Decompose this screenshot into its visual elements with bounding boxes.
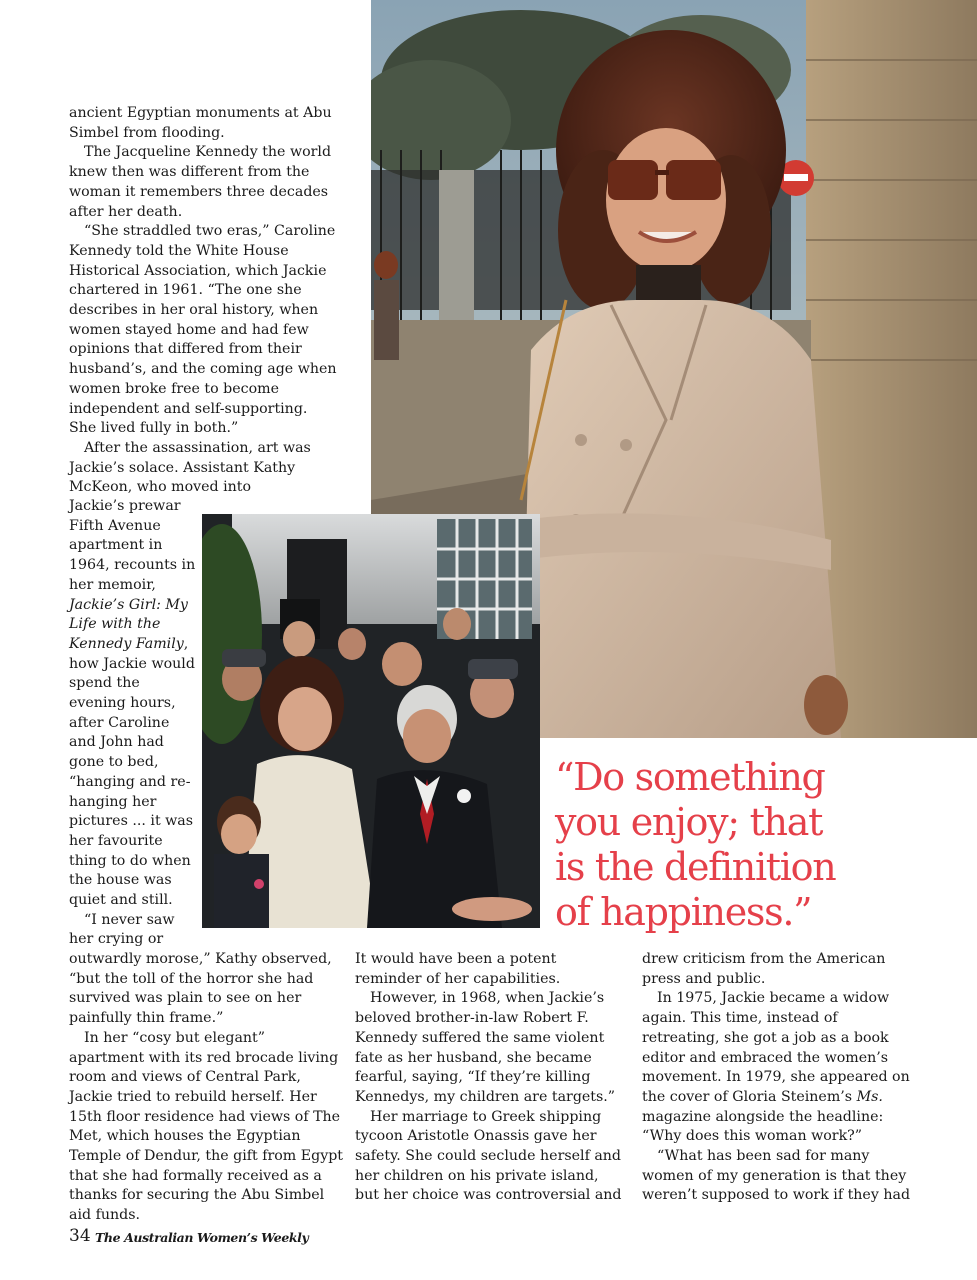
paragraph: However, in 1968, when Jackie’s beloved brother-in-law Robert F. Kennedy suffered the same violent fate as her husband, she became fearful, saying, “If they’re killing Kennedys, my children are targets.” xyxy=(355,990,616,1105)
paragraph: In her “cosy but elegant” apartment with its red brocade living room and views of Central Park, Jackie tried to rebuild herself. Her 15th floor residence had views of The Met, which houses the Egyptian Temple of Dendur, the gift from Egypt that she had formally received as a thanks for securing the Abu Simbel aid funds. xyxy=(69,1029,344,1224)
masthead: The Australian Women’s Weekly xyxy=(95,1230,309,1245)
pull-quote-line: is the definition xyxy=(555,845,836,889)
paragraph xyxy=(642,989,917,1147)
text-run: , how Jackie would spend the evening hours, after Caroline and John had gone to bed, “hanging and re-hanging her pictures ... it was her favourite thing to do when the house was quiet and still. xyxy=(69,635,195,909)
paragraph: After the assassination, art was Jackie’s solace. Assistant Kathy McKeon, who moved into xyxy=(69,439,311,496)
paragraph: The Jacqueline Kennedy the world knew then was different from the woman it remembers three decades after her death. xyxy=(69,144,332,220)
wedding-photo-illustration xyxy=(202,514,540,928)
article-column-1-top xyxy=(69,104,339,498)
paragraph: drew criticism from the American press and public. xyxy=(642,951,886,987)
paragraph: ancient Egyptian monuments at Abu Simbel from flooding. xyxy=(69,105,332,141)
text-run: In 1975, Jackie became a widow again. This time, instead of retreating, she got a job as a book editor and embraced the women’s movement. In 1979, she appeared on the cover of Gloria Steinem’s xyxy=(642,990,910,1105)
paragraph: outwardly morose,” Kathy observed, “but the toll of the horror she had survived was plain to see on her painfully thin frame.” xyxy=(69,951,332,1027)
text-run: Jackie’s prewar Fifth Avenue apartment in 1964, recounts in her memoir, xyxy=(69,498,196,593)
article-column-1-bottom xyxy=(69,950,344,1226)
article-column-2 xyxy=(355,950,625,1206)
pull-quote xyxy=(555,755,965,935)
page-number: 34 xyxy=(69,1226,91,1246)
magazine-title: Ms. xyxy=(856,1088,883,1105)
inset-wedding-photo xyxy=(202,514,540,928)
pull-quote-line: “Do something xyxy=(555,755,825,799)
paragraph: Her marriage to Greek shipping tycoon Aristotle Onassis gave her safety. She could seclude herself and her children on his private island, but her choice was controversial and xyxy=(355,1108,622,1204)
pull-quote-line: of happiness.” xyxy=(555,890,812,934)
book-title: Jackie’s Girl: My Life with the Kennedy Family xyxy=(69,596,188,652)
paragraph: “She straddled two eras,” Caroline Kennedy told the White House Historical Association, which Jackie chartered in 1961. “The one she describes in her oral history, when women stayed home and had few opinions that differed from their husband’s, and the coming age when women broke free to become independent and self-supporting. She lived fully in both.” xyxy=(69,223,337,437)
paragraph: “What has been sad for many women of my generation is that they weren’t supposed to work if they had xyxy=(642,1148,911,1204)
pull-quote-line: you enjoy; that xyxy=(555,800,823,844)
article-column-3 xyxy=(642,950,917,1206)
paragraph: “I never saw her crying or xyxy=(69,911,175,948)
paragraph xyxy=(69,497,199,911)
paragraph: It would have been a potent reminder of her capabilities. xyxy=(355,951,561,987)
article-column-1-narrow xyxy=(69,497,199,950)
text-run: magazine alongside the headline: “Why does this woman work?” xyxy=(642,1108,884,1145)
